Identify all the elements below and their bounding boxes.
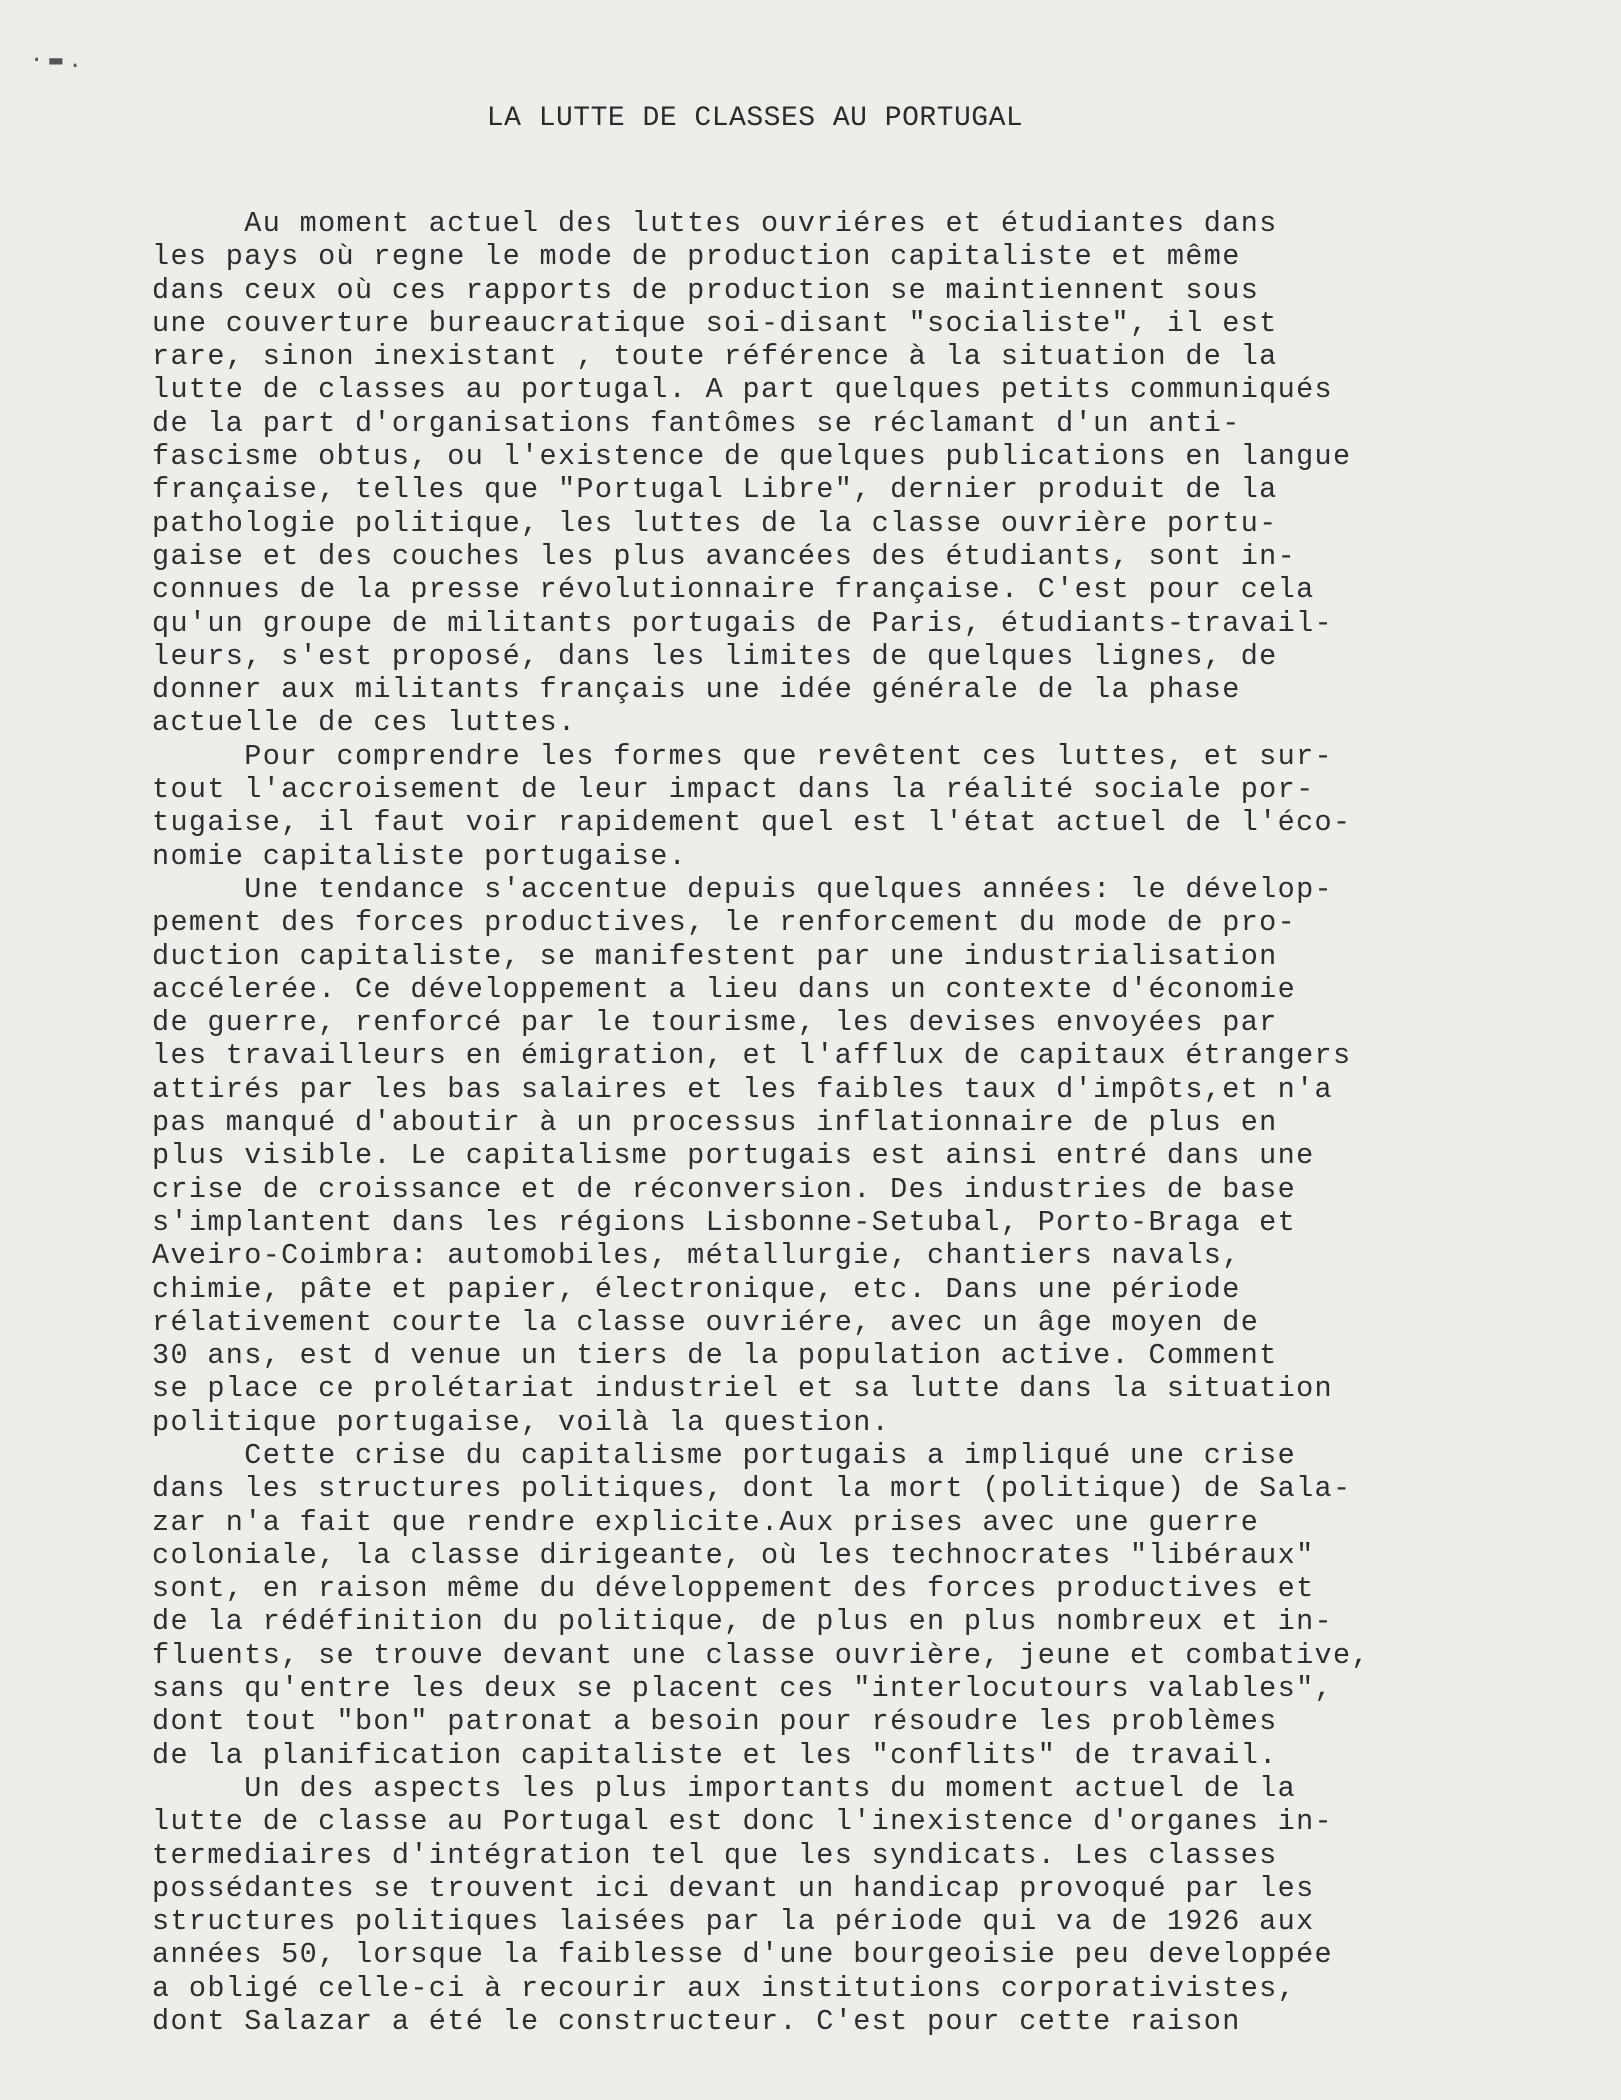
text-line: française, telles que "Portugal Libre", dernier produit de la — [152, 473, 1278, 507]
text-line: attirés par les bas salaires et les faibles taux d'impôts,et n'a — [152, 1072, 1333, 1106]
text-line: lutte de classes au portugal. A part quelques petits communiqués — [152, 373, 1333, 407]
text-line: pas manqué d'aboutir à un processus inflationnaire de plus en — [152, 1106, 1278, 1140]
text-line: dans ceux où ces rapports de production se maintiennent sous — [152, 273, 1260, 307]
text-line: fluents, se trouve devant une classe ouvrière, jeune et combative, — [152, 1638, 1370, 1672]
text-line: sont, en raison même du développement des forces productives et — [152, 1572, 1315, 1606]
text-line: les pays où regne le mode de production capitaliste et même — [152, 240, 1241, 274]
document-body — [152, 207, 1482, 2038]
text-line: sans qu'entre les deux se placent ces "interlocutours valables", — [152, 1672, 1333, 1706]
text-line: termediaires d'intégration tel que les syndicats. Les classes — [152, 1838, 1278, 1872]
text-line: actuelle de ces luttes. — [152, 706, 577, 740]
text-line: donner aux militants français une idée générale de la phase — [152, 673, 1241, 707]
text-line: s'implantent dans les régions Lisbonne-Setubal, Porto-Braga et — [152, 1205, 1297, 1239]
text-line: accélerée. Ce développement a lieu dans un contexte d'économie — [152, 972, 1297, 1006]
text-line: tout l'accroisement de leur impact dans la réalité sociale por- — [152, 773, 1315, 807]
text-line: fascisme obtus, ou l'existence de quelques publications en langue — [152, 440, 1352, 474]
text-line: Aveiro-Coimbra: automobiles, métallurgie, chantiers navals, — [152, 1239, 1241, 1273]
text-line: Une tendance s'accentue depuis quelques années: le dévelop- — [152, 872, 1333, 906]
text-line: pathologie politique, les luttes de la classe ouvrière portu- — [152, 506, 1278, 540]
text-line: a obligé celle-ci à recourir aux institutions corporativistes, — [152, 1971, 1297, 2005]
text-line: gaise et des couches les plus avancées des étudiants, sont in- — [152, 539, 1297, 573]
text-line: chimie, pâte et papier, électronique, etc. Dans une période — [152, 1272, 1241, 1306]
text-line: possédantes se trouvent ici devant un handicap provoqué par les — [152, 1871, 1315, 1905]
text-line: qu'un groupe de militants portugais de Paris, étudiants-travail- — [152, 606, 1333, 640]
text-line: connues de la presse révolutionnaire française. C'est pour cela — [152, 573, 1315, 607]
text-line: de la rédéfinition du politique, de plus en plus nombreux et in- — [152, 1605, 1333, 1639]
text-line: les travailleurs en émigration, et l'afflux de capitaux étrangers — [152, 1039, 1352, 1073]
text-line: duction capitaliste, se manifestent par une industrialisation — [152, 939, 1278, 973]
text-line: de guerre, renforcé par le tourisme, les devises envoyées par — [152, 1006, 1278, 1040]
text-line: années 50, lorsque la faiblesse d'une bourgeoisie peu developpée — [152, 1938, 1333, 1972]
text-line: dont tout "bon" patronat a besoin pour résoudre les problèmes — [152, 1705, 1278, 1739]
text-line: dont Salazar a été le constructeur. C'est pour cette raison — [152, 2005, 1241, 2039]
text-line: pement des forces productives, le renforcement du mode de pro- — [152, 906, 1297, 940]
text-line: tugaise, il faut voir rapidement quel est l'état actuel de l'éco- — [152, 806, 1352, 840]
text-line: de la planification capitaliste et les "conflits" de travail. — [152, 1738, 1278, 1772]
text-line: rélativement courte la classe ouvriére, avec un âge moyen de — [152, 1305, 1260, 1339]
text-line: Cette crise du capitalisme portugais a impliqué une crise — [152, 1438, 1297, 1472]
text-line: une couverture bureaucratique soi-disant "socialiste", il est — [152, 306, 1278, 340]
text-line: Au moment actuel des luttes ouvriéres et étudiantes dans — [152, 207, 1278, 240]
document-title: LA LUTTE DE CLASSES AU PORTUGAL — [486, 103, 1024, 134]
text-line: rare, sinon inexistant , toute référence à la situation de la — [152, 340, 1278, 374]
text-line: Un des aspects les plus importants du moment actuel de la — [152, 1771, 1297, 1805]
ink-speck-decoration: ·▬. — [30, 48, 88, 73]
text-line: nomie capitaliste portugaise. — [152, 839, 688, 873]
text-line: lutte de classe au Portugal est donc l'inexistence d'organes in- — [152, 1805, 1333, 1839]
text-line: leurs, s'est proposé, dans les limites de quelques lignes, de — [152, 639, 1278, 673]
text-line: dans les structures politiques, dont la mort (politique) de Sala- — [152, 1472, 1352, 1506]
text-line: de la part d'organisations fantômes se réclamant d'un anti- — [152, 406, 1241, 440]
text-line: zar n'a fait que rendre explicite.Aux prises avec une guerre — [152, 1505, 1260, 1539]
text-line: coloniale, la classe dirigeante, où les technocrates "libéraux" — [152, 1538, 1315, 1572]
text-line: structures politiques laisées par la période qui va de 1926 aux — [152, 1905, 1315, 1939]
text-line: se place ce prolétariat industriel et sa lutte dans la situation — [152, 1372, 1333, 1406]
text-line: politique portugaise, voilà la question. — [152, 1405, 891, 1439]
text-line: 30 ans, est d venue un tiers de la population active. Comment — [152, 1339, 1278, 1373]
text-line: crise de croissance et de réconversion. Des industries de base — [152, 1172, 1297, 1206]
text-line: Pour comprendre les formes que revêtent ces luttes, et sur- — [152, 739, 1333, 773]
text-line: plus visible. Le capitalisme portugais est ainsi entré dans une — [152, 1139, 1315, 1173]
